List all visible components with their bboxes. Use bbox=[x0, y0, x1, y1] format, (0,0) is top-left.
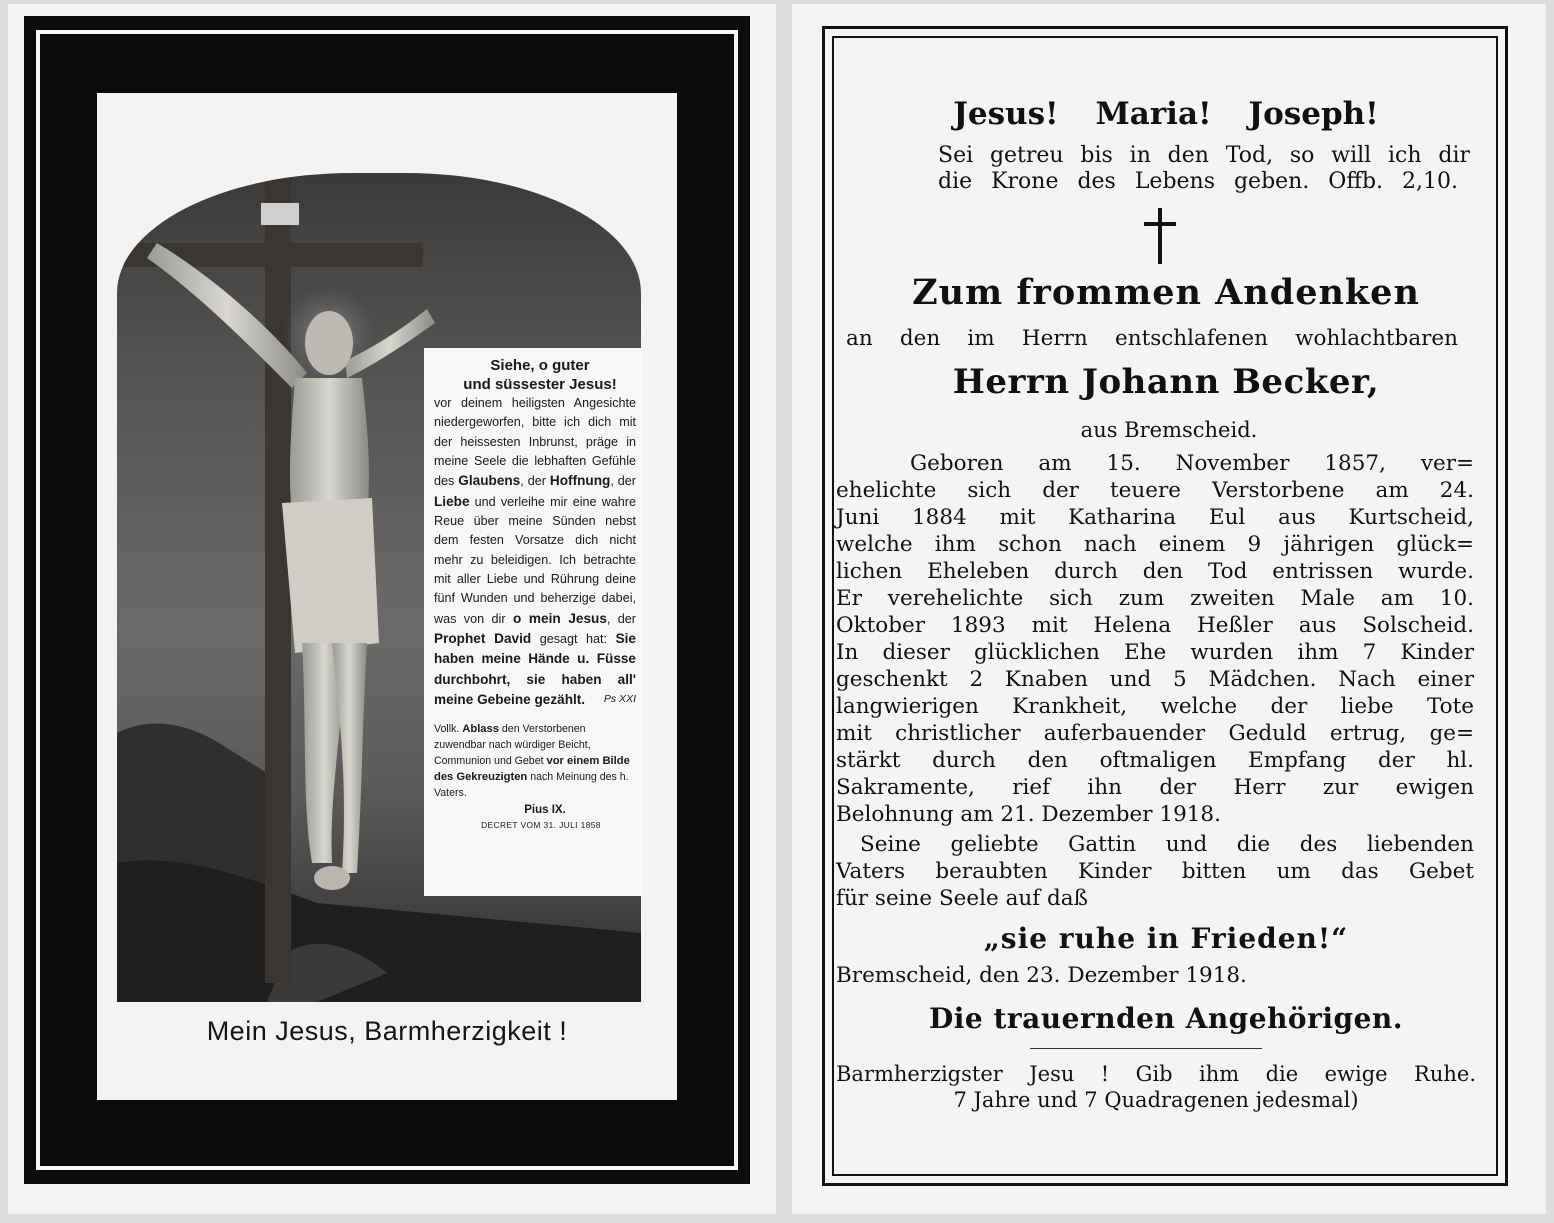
prayer-heading-2: und süssester Jesus! bbox=[463, 376, 617, 393]
body-line: mit christlicher auferbauender Geduld ertrug, ge= bbox=[836, 721, 1474, 746]
motto-caption: Mein Jesus, Barmherzigkeit ! bbox=[206, 1016, 568, 1046]
body-line: Seine geliebte Gattin und die des liebenden bbox=[860, 832, 1474, 857]
body-line: Vaters beraubten Kinder bitten um das Gebet bbox=[836, 859, 1474, 884]
body-line: welche ihm schon nach einem 9 jährigen glück= bbox=[836, 532, 1474, 557]
body-line: langwierigen Krankheit, welche der liebe Tote bbox=[836, 694, 1474, 719]
body-line: lichen Eheleben durch den Tod entrissen wurde. bbox=[836, 559, 1474, 584]
verse-line-2: die Krone des Lebens geben. Offb. 2,10. bbox=[938, 169, 1458, 194]
prayer-connector: , der bbox=[606, 611, 636, 626]
cross-icon bbox=[1140, 206, 1180, 266]
prayer-connector: , der bbox=[520, 474, 546, 489]
pope-signature: Pius IX. bbox=[524, 803, 566, 816]
prayer-box bbox=[424, 348, 642, 896]
body-line: ehelichte sich der teuere Verstorbene am 24. bbox=[836, 478, 1474, 503]
decree-date: DECRET VOM 31. JULI 1858 bbox=[481, 819, 601, 830]
title: Zum frommen Andenken bbox=[912, 272, 1420, 313]
head bbox=[305, 311, 353, 375]
body-line: Juni 1884 mit Katharina Eul aus Kurtscheid, bbox=[836, 505, 1474, 530]
torso bbox=[290, 378, 369, 513]
prayer-word-hoffnung: Hoffnung bbox=[549, 473, 611, 489]
origin: aus Bremscheid. bbox=[1080, 418, 1258, 442]
header-names: Jesus! Maria! Joseph! bbox=[953, 96, 1379, 132]
body-line: Oktober 1893 mit Helena Heßler aus Solscheid. bbox=[836, 613, 1474, 638]
body-line: Belohnung am 21. Dezember 1918. bbox=[836, 802, 1221, 827]
body-line: Er verehelichte sich zum zweiten Male am 10. bbox=[836, 586, 1474, 611]
prayer-body-2: und verleihe mir eine wahre Reue über meine Sünden nebst dem festen Vorsatze dich nicht mehr zu beleidigen. Ich betrachte mit aller Liebe und Rührung deine fünf Wunden und beherzige dabei, was von dir bbox=[434, 494, 636, 626]
indulgence-part: Vollk. bbox=[434, 722, 460, 735]
indulgence-part: den Verstorbenen zuwendbar nach würdiger Beicht, Communion und Gebet bbox=[434, 722, 591, 767]
indulgence-line-1: Barmherzigster Jesu ! Gib ihm die ewige Ruhe. bbox=[836, 1062, 1476, 1086]
body-line: für seine Seele auf daß bbox=[836, 886, 1088, 911]
indulgence-line-2: 7 Jahre und 7 Quadragenen jedesmal) bbox=[953, 1088, 1359, 1112]
body-line: geschenkt 2 Knaben und 5 Mädchen. Nach einer bbox=[836, 667, 1474, 692]
signature: Die trauernden Angehörigen. bbox=[929, 1002, 1403, 1035]
feet bbox=[314, 866, 350, 890]
divider-line bbox=[1030, 1048, 1262, 1049]
indulgence-part: nach Meinung des h. Vaters. bbox=[434, 771, 629, 800]
indulgence-word: vor einem Bilde des Gekreuzigten bbox=[434, 754, 630, 784]
indulgence-word: Ablass bbox=[462, 722, 499, 735]
psalm-reference: Ps XXI bbox=[603, 693, 636, 706]
prayer-word-prophet: Prophet David bbox=[434, 631, 532, 647]
body-line: Sakramente, rief ihn der Herr zur ewigen bbox=[836, 775, 1474, 800]
prayer-quote: Sie haben meine Hände u. Füsse durchbohrt, sie haben all' meine Gebeine gezählt. bbox=[434, 631, 636, 708]
prayer-text bbox=[434, 356, 636, 711]
prayer-heading-1: Siehe, o guter bbox=[490, 357, 590, 374]
subtitle: an den im Herrn entschlafenen wohlachtbaren bbox=[846, 326, 1458, 351]
prayer-word-glaubens: Glaubens bbox=[458, 473, 521, 489]
prayer-word-liebe: Liebe bbox=[434, 493, 470, 509]
loincloth bbox=[282, 498, 379, 653]
closing-quote: „sie ruhe in Frieden!“ bbox=[983, 922, 1349, 955]
prayer-connector: , der bbox=[610, 474, 636, 489]
indulgence-text bbox=[434, 721, 636, 832]
verse-line-1: Sei getreu bis in den Tod, so will ich dir bbox=[938, 143, 1470, 168]
deceased-name: Herrn Johann Becker, bbox=[952, 362, 1380, 402]
prayer-body-1: vor deinem heiligsten Angesichte niedergeworfen, bitte ich dich mit der heissesten Inbrunst, präge in meine Seele die lebhaften Gefühle des bbox=[434, 396, 636, 489]
inri-plaque bbox=[261, 203, 299, 225]
cross-upright bbox=[265, 173, 291, 983]
place-date: Bremscheid, den 23. Dezember 1918. bbox=[836, 963, 1247, 988]
body-line: In dieser glücklichen Ehe wurden ihm 7 Kinder bbox=[836, 640, 1474, 665]
legs-right bbox=[332, 643, 367, 873]
body-line: stärkt durch den oftmaligen Empfang der hl. bbox=[836, 748, 1474, 773]
prayer-connector: gesagt hat: bbox=[531, 632, 608, 647]
prayer-word-omein: o mein Jesus bbox=[512, 610, 607, 626]
body-line: Geboren am 15. November 1857, ver= bbox=[910, 451, 1474, 476]
